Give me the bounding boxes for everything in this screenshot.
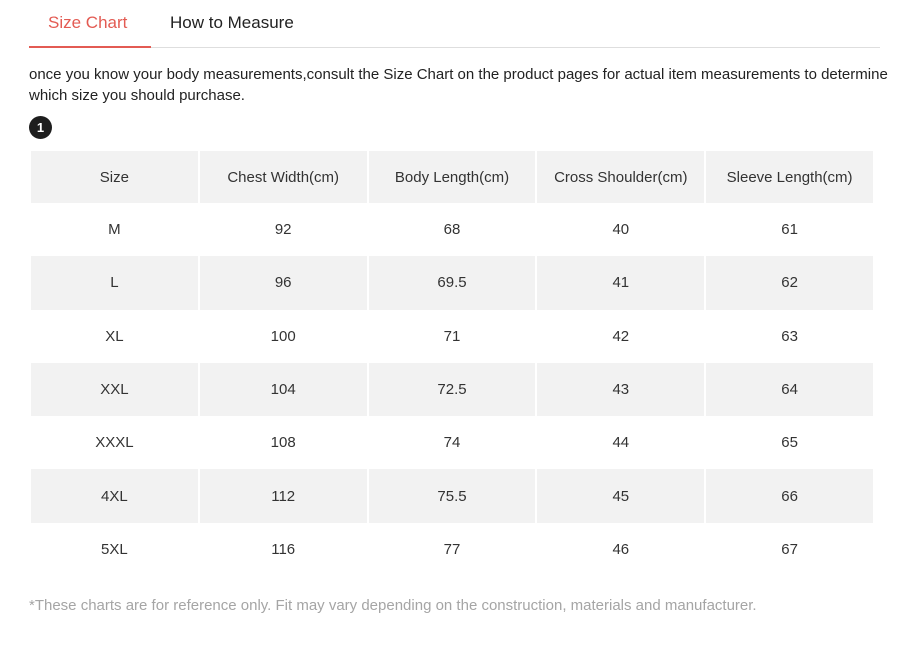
size-cell: XXL — [31, 363, 198, 416]
measurement-cell: 100 — [270, 327, 296, 345]
table-row — [31, 310, 873, 363]
tab-bar — [29, 0, 880, 48]
measurement-cell: 75.5 — [369, 469, 536, 522]
step-number-badge: 1 — [29, 116, 52, 139]
header-sleeve-length: Sleeve Length(cm) — [706, 151, 873, 203]
measurement-cell: 45 — [537, 469, 704, 522]
table-row — [31, 469, 873, 522]
table-row — [31, 256, 873, 309]
measurement-cell: 92 — [274, 221, 292, 239]
table-row — [31, 203, 873, 256]
header-size: Size — [31, 151, 198, 203]
size-cell: 4XL — [31, 469, 198, 522]
table-row — [31, 523, 873, 576]
measurement-cell: 72.5 — [369, 363, 536, 416]
measurement-cell: 96 — [200, 256, 367, 309]
tab-size-chart[interactable]: Size Chart — [29, 0, 151, 48]
measurement-cell: 67 — [781, 540, 798, 558]
measurement-cell: 65 — [781, 434, 798, 452]
tab-how-to-measure[interactable]: How to Measure — [170, 13, 294, 32]
disclaimer-footnote: *These charts are for reference only. Fit may vary depending on the construction, materials and manufacturer. — [29, 597, 757, 614]
header-cross-shoulder: Cross Shoulder(cm) — [537, 151, 704, 203]
table-row — [31, 363, 873, 416]
measurement-cell: 77 — [443, 540, 461, 558]
size-cell: XL — [105, 327, 124, 345]
measurement-cell: 44 — [612, 434, 630, 452]
measurement-cell: 66 — [706, 469, 873, 522]
measurement-cell: 71 — [443, 327, 461, 345]
table-row — [31, 416, 873, 469]
size-cell: M — [108, 221, 121, 239]
size-cell: 5XL — [101, 540, 128, 558]
header-chest-width: Chest Width(cm) — [200, 151, 367, 203]
measurement-cell: 62 — [706, 256, 873, 309]
measurement-cell: 108 — [270, 434, 296, 452]
measurement-cell: 69.5 — [369, 256, 536, 309]
table-header-row — [31, 151, 873, 203]
measurement-cell: 63 — [781, 327, 798, 345]
measurement-cell: 64 — [706, 363, 873, 416]
measurement-cell: 43 — [537, 363, 704, 416]
measurement-cell: 104 — [200, 363, 367, 416]
measurement-cell: 112 — [200, 469, 367, 522]
measurement-cell: 68 — [443, 221, 461, 239]
size-table — [29, 151, 875, 576]
measurement-cell: 40 — [612, 221, 630, 239]
header-body-length: Body Length(cm) — [369, 151, 536, 203]
size-cell: L — [31, 256, 198, 309]
measurement-cell: 42 — [612, 327, 630, 345]
measurement-cell: 116 — [271, 540, 296, 558]
measurement-cell: 61 — [781, 221, 798, 239]
measurement-cell: 41 — [537, 256, 704, 309]
measurement-cell: 74 — [443, 434, 461, 452]
intro-text: once you know your body measurements,consult the Size Chart on the product pages for actual item measurements to determine which size you should purchase. — [29, 66, 888, 104]
size-cell: XXXL — [95, 434, 134, 452]
measurement-cell: 46 — [612, 540, 630, 558]
